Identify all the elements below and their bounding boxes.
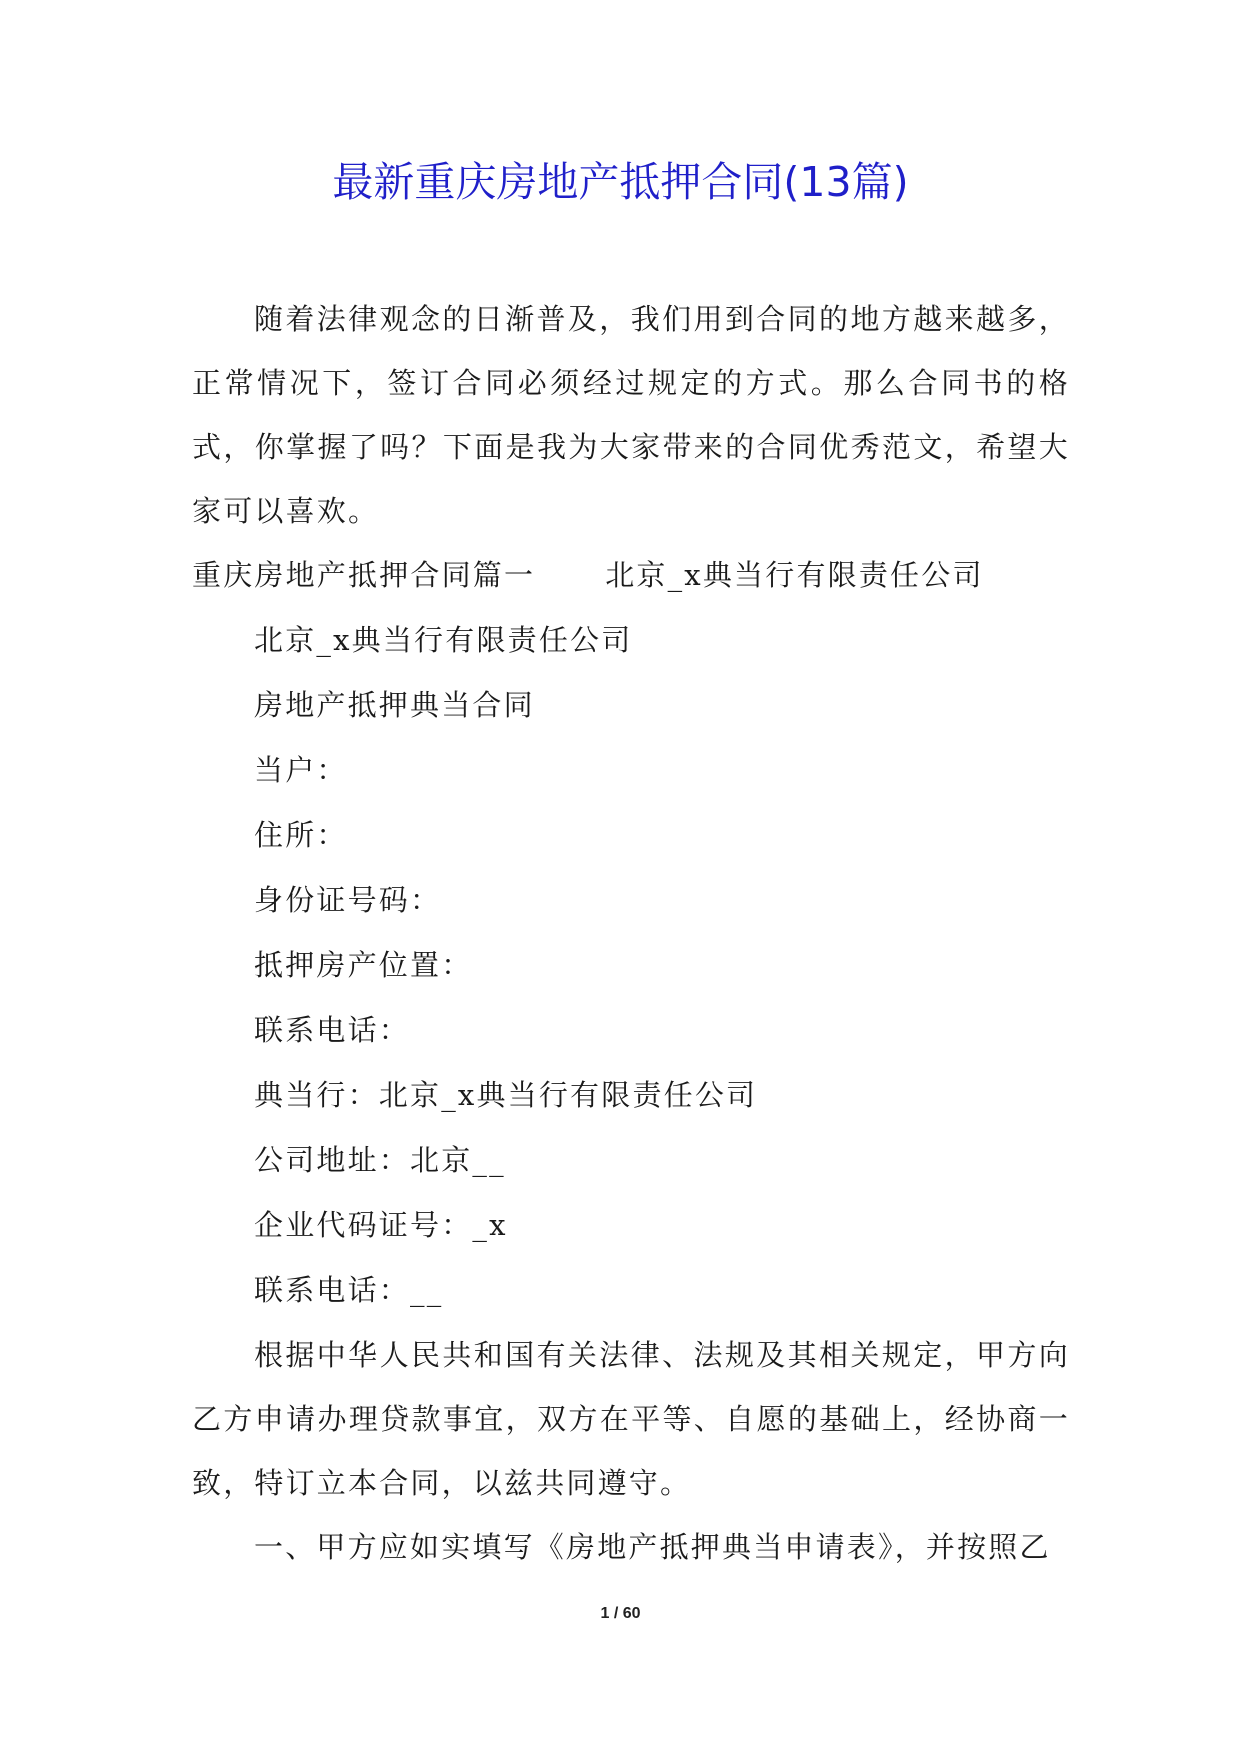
pawnshop-field: 典当行：北京_x典当行有限责任公司	[254, 1078, 758, 1112]
section-heading-company: 北京_x典当行有限责任公司	[605, 558, 984, 592]
agreement-paragraph: 根据中华人民共和国有关法律、法规及其相关规定，甲方向乙方申请办理贷款事宜，双方在平等、自愿的基础上，经协商一致，特订立本合同，以兹共同遵守。	[192, 1338, 1070, 1500]
company-address-field: 公司地址：北京__	[254, 1143, 506, 1177]
page-number: 1 / 60	[600, 1605, 641, 1622]
pawner-phone-field: 联系电话：	[254, 1013, 411, 1047]
pawner-field: 当户：	[254, 753, 348, 787]
company-name-line: 北京_x典当行有限责任公司	[254, 623, 633, 657]
document-title: 最新重庆房地产抵押合同(13篇)	[332, 158, 909, 206]
intro-paragraph: 随着法律观念的日渐普及，我们用到合同的地方越来越多，正常情况下，签订合同必须经过规定的方式。那么合同书的格式，你掌握了吗？下面是我为大家带来的合同优秀范文，希望大家可以喜欢。	[192, 302, 1070, 528]
document-body	[192, 287, 1070, 1579]
enterprise-code-field: 企业代码证号：_x	[254, 1208, 508, 1242]
company-phone-field: 联系电话：__	[254, 1273, 444, 1307]
section-heading-title: 重庆房地产抵押合同篇一	[192, 558, 536, 592]
property-location-field: 抵押房产位置：	[254, 948, 473, 982]
clause-one-paragraph: 一、甲方应如实填写《房地产抵押典当申请表》，并按照乙	[254, 1530, 1051, 1564]
section-heading	[192, 543, 1070, 608]
id-number-field: 身份证号码：	[254, 883, 442, 917]
address-field: 住所：	[254, 818, 348, 852]
contract-name-line: 房地产抵押典当合同	[254, 688, 535, 722]
